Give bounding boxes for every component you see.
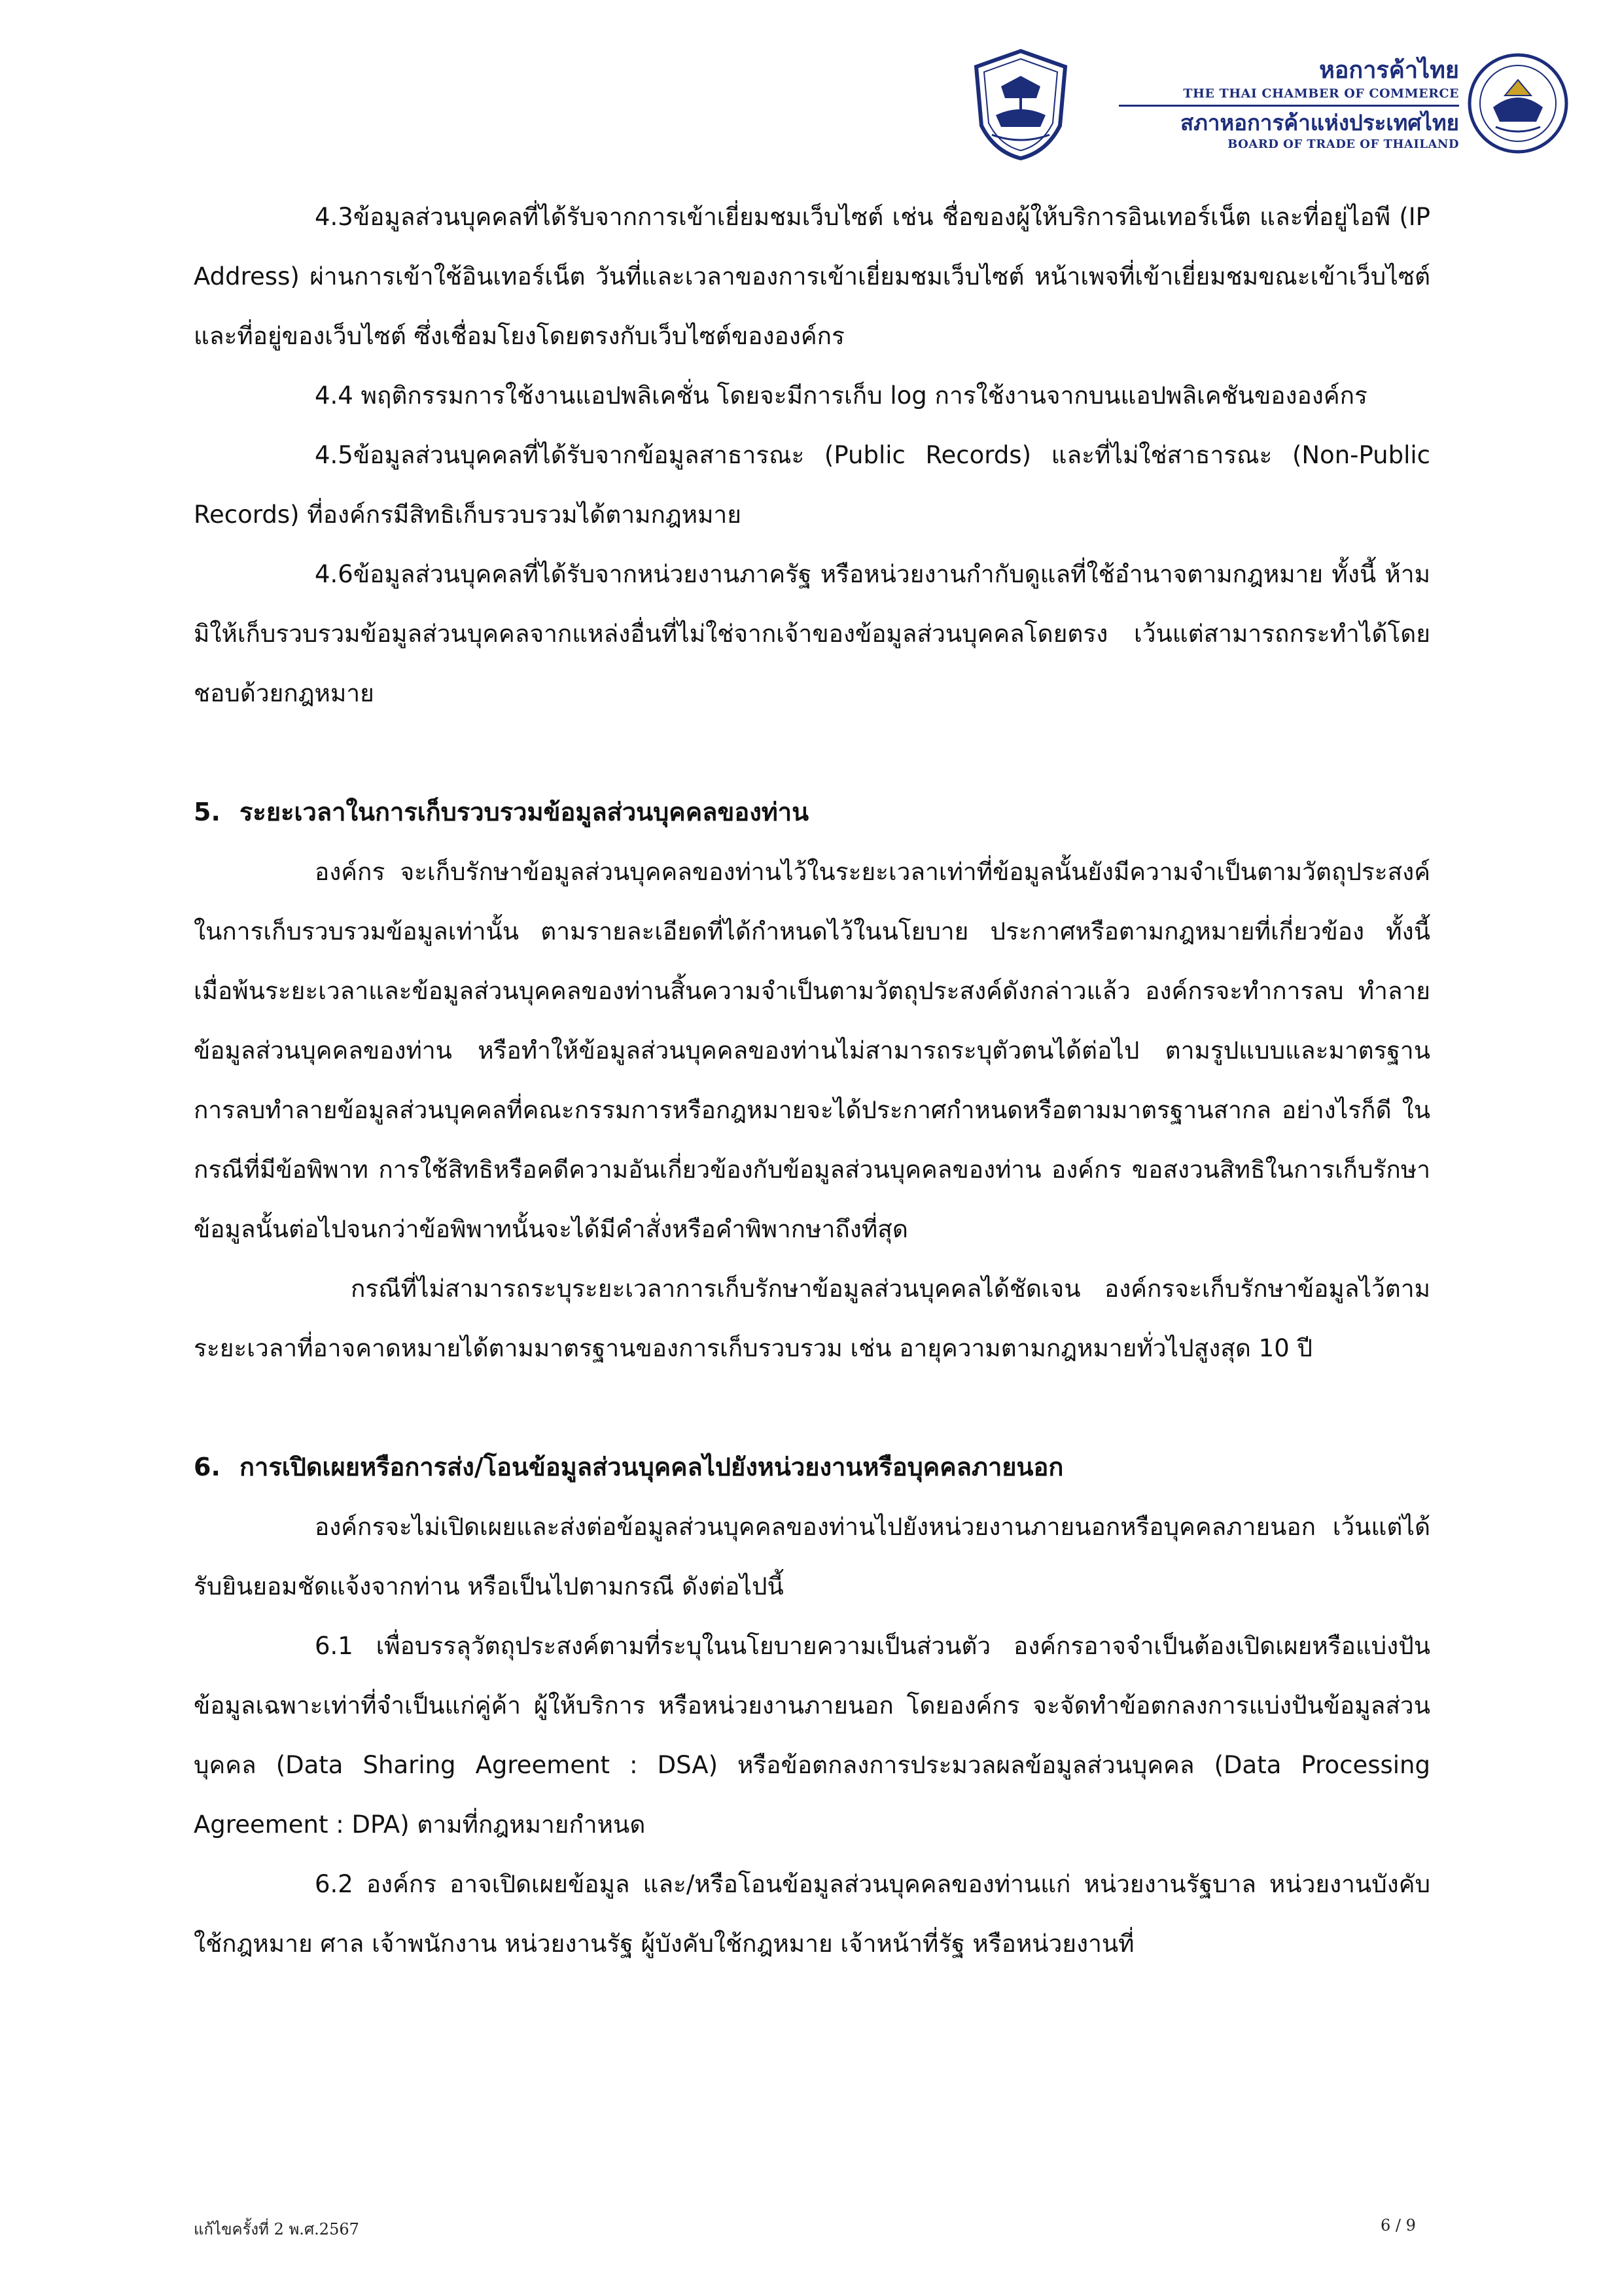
letterhead-text — [1093, 56, 1459, 152]
paragraph-4-5: 4.5ข้อมูลส่วนบุคคลที่ได้รับจากข้อมูลสาธารณะ (Public Records) และที่ไม่ใช่สาธารณะ (Non-Public Records) ที่องค์กรมีสิทธิเก็บรวบรวมได้ตามกฎหมาย — [194, 441, 1430, 529]
org-name-en: THE THAI CHAMBER OF COMMERCE — [1183, 86, 1459, 101]
paragraph-6-2: 6.2 องค์กร อาจเปิดเผยข้อมูล และ/หรือโอนข้อมูลส่วนบุคคลของท่านแก่ หน่วยงานรัฐบาล หน่วยงานบังคับใช้กฎหมาย ศาล เจ้าพนักงาน หน่วยงานรัฐ ผู้บังคับใช้กฎหมาย เจ้าหน้าที่รัฐ หรือหน่วยงานที่ — [194, 1870, 1430, 1958]
board-name-th: สภาหอการค้าแห่งประเทศไทย — [1180, 110, 1459, 135]
section-5-heading — [194, 783, 1430, 842]
section-6-paragraph-1: องค์กรจะไม่เปิดเผยและส่งต่อข้อมูลส่วนบุคคลของท่านไปยังหน่วยงานภายนอกหรือบุคคลภายนอก เว้นแต่ได้รับยินยอมชัดแจ้งจากท่าน หรือเป็นไปตามกรณี ดังต่อไปนี้ — [194, 1513, 1430, 1600]
section-5-paragraph-1: องค์กร จะเก็บรักษาข้อมูลส่วนบุคคลของท่านไว้ในระยะเวลาเท่าที่ข้อมูลนั้นยังมีความจำเป็นตามวัตถุประสงค์ในการเก็บรวบรวมข้อมูลเท่านั้น ตามรายละเอียดที่ได้กำหนดไว้ในนโยบาย ประกาศหรือตามกฎหมายที่เกี่ยวข้อง ทั้งนี้ เมื่อพ้นระยะเวลาและข้อมูลส่วนบุคคลของท่านสิ้นความจำเป็นตามวัตถุประสงค์ดังกล่าวแล้ว องค์กรจะทำการลบ ทำลายข้อมูลส่วนบุคคลของท่าน หรือทำให้ข้อมูลส่วนบุคคลของท่านไม่สามารถระบุตัวตนได้ต่อไป ตามรูปแบบและมาตรฐานการลบทำลายข้อมูลส่วนบุคคลที่คณะกรรมการหรือกฎหมายจะได้ประกาศกำหนดหรือตามมาตรฐานสากล อย่างไรก็ดี ในกรณีที่มีข้อพิพาท การใช้สิทธิหรือคดีความอันเกี่ยวข้องกับข้อมูลส่วนบุคคลของท่าน องค์กร ขอสงวนสิทธิในการเก็บรักษาข้อมูลนั้นต่อไปจนกว่าข้อพิพาทนั้นจะได้มีคำสั่งหรือคำพิพากษาถึงที่สุด — [194, 858, 1430, 1243]
paragraph-4-4: 4.4 พฤติกรรมการใช้งานแอปพลิเคชั่น โดยจะมีการเก็บ log การใช้งานจากบนแอปพลิเคชันขององค์กร — [315, 381, 1367, 410]
section-5-title: ระยะเวลาในการเก็บรวบรวมข้อมูลส่วนบุคคลของท่าน — [239, 798, 809, 826]
section-5-number: 5. — [194, 798, 220, 826]
paragraph-6-1: 6.1 เพื่อบรรลุวัตถุประสงค์ตามที่ระบุในนโยบายความเป็นส่วนตัว องค์กรอาจจำเป็นต้องเปิดเผยหรือแบ่งปันข้อมูลเฉพาะเท่าที่จำเป็นแก่คู่ค้า ผู้ให้บริการ หรือหน่วยงานภายนอก โดยองค์กร จะจัดทำข้อตกลงการแบ่งปันข้อมูลส่วนบุคคล (Data Sharing Agreement : DSA) หรือข้อตกลงการประมวลผลข้อมูลส่วนบุคคล (Data Processing Agreement : DPA) ตามที่กฎหมายกำหนด — [194, 1632, 1430, 1839]
section-6-heading — [194, 1438, 1430, 1497]
section-5-paragraph-2: กรณีที่ไม่สามารถระบุระยะเวลาการเก็บรักษาข้อมูลส่วนบุคคลได้ชัดเจน องค์กรจะเก็บรักษาข้อมูลไว้ตามระยะเวลาที่อาจคาดหมายได้ตามมาตรฐานของการเก็บรวบรวม เช่น อายุความตามกฎหมายทั่วไปสูงสุด 10 ปี — [194, 1275, 1430, 1362]
section-6-number: 6. — [194, 1453, 220, 1481]
board-name-en: BOARD OF TRADE OF THAILAND — [1227, 137, 1459, 151]
thai-chamber-seal-icon — [968, 47, 1073, 162]
letterhead — [968, 47, 1570, 178]
document-body — [194, 187, 1430, 1973]
board-of-trade-seal-icon — [1466, 47, 1570, 162]
paragraph-4-6: 4.6ข้อมูลส่วนบุคคลที่ได้รับจากหน่วยงานภาครัฐ หรือหน่วยงานกำกับดูแลที่ใช้อำนาจตามกฎหมาย ทั้งนี้ ห้ามมิให้เก็บรวบรวมข้อมูลส่วนบุคคลจากแหล่งอื่นที่ไม่ใช่จากเจ้าของข้อมูลส่วนบุคคลโดยตรง เว้นแต่สามารถกระทำได้โดยชอบด้วยกฎหมาย — [194, 560, 1430, 707]
page-number: 6 / 9 — [1381, 2216, 1416, 2234]
section-6-title: การเปิดเผยหรือการส่ง/โอนข้อมูลส่วนบุคคลไปยังหน่วยงานหรือบุคคลภายนอก — [239, 1453, 1064, 1481]
paragraph-4-3: 4.3ข้อมูลส่วนบุคคลที่ได้รับจากการเข้าเยี่ยมชมเว็บไซต์ เช่น ชื่อของผู้ให้บริการอินเทอร์เน็ต และที่อยู่ไอพี (IP Address) ผ่านการเข้าใช้อินเทอร์เน็ต วันที่และเวลาของการเข้าเยี่ยมชมเว็บไซต์ หน้าเพจที่เข้าเยี่ยมชมขณะเข้าเว็บไซต์ และที่อยู่ของเว็บไซต์ ซึ่งเชื่อมโยงโดยตรงกับเว็บไซต์ขององค์กร — [194, 203, 1430, 350]
revision-note: แก้ไขครั้งที่ 2 พ.ศ.2567 — [194, 2220, 359, 2238]
header-divider — [1119, 105, 1459, 107]
org-name-th: หอการค้าไทย — [1319, 57, 1459, 84]
